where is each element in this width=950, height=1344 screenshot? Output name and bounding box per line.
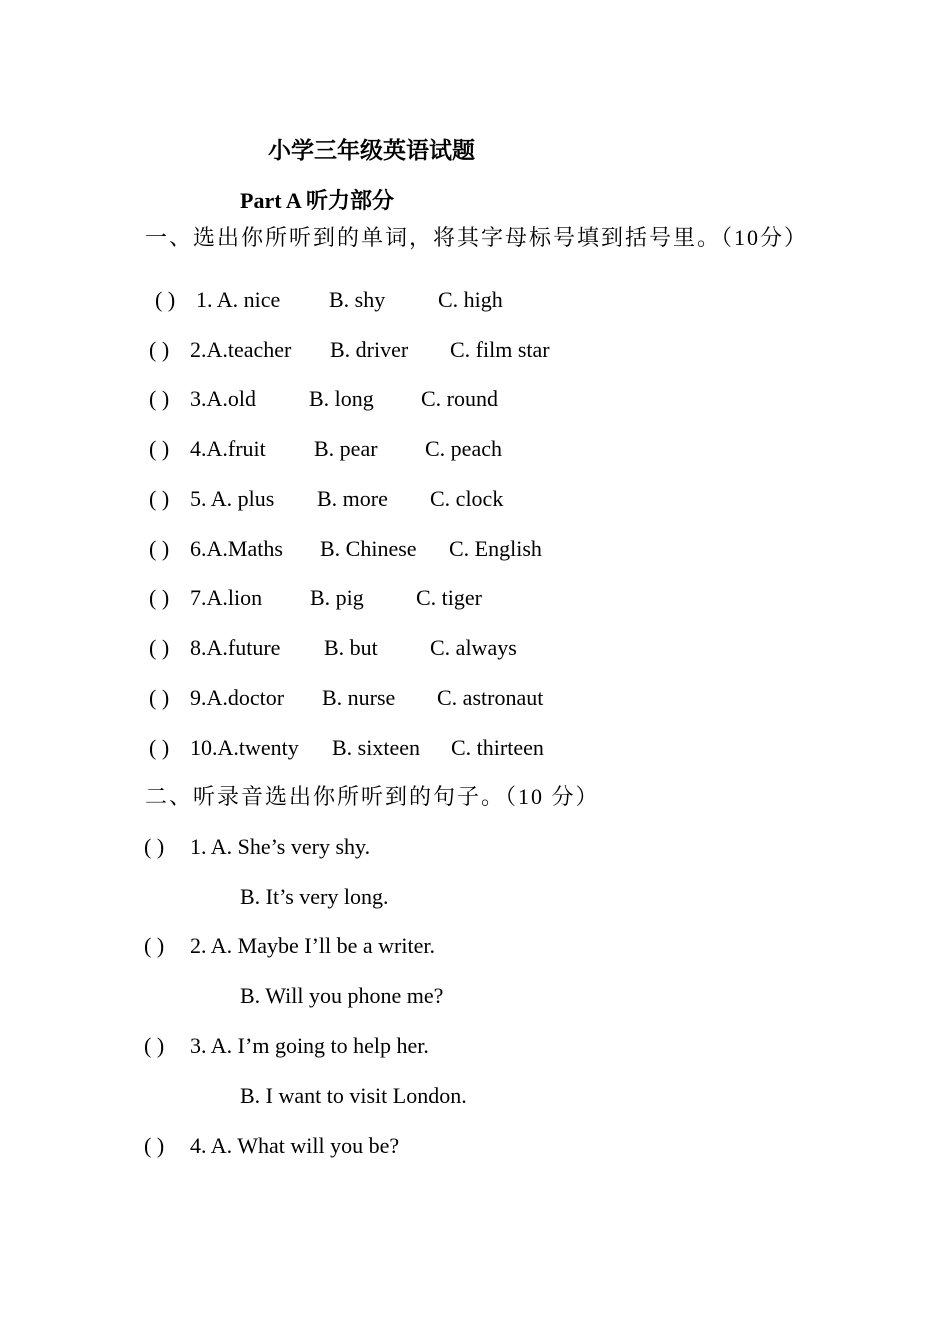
option-a: 6.A.Maths xyxy=(190,536,283,561)
answer-bracket[interactable]: ( ) xyxy=(149,536,170,561)
option-c: C. high xyxy=(438,287,503,312)
answer-bracket[interactable]: ( ) xyxy=(149,685,170,710)
option-c: C. always xyxy=(430,635,517,660)
section-2-heading: 二、听录音选出你所听到的句子。（10 分） xyxy=(145,784,600,809)
answer-bracket[interactable]: ( ) xyxy=(149,436,170,461)
option-b: B. driver xyxy=(330,337,409,362)
answer-bracket[interactable]: ( ) xyxy=(149,386,170,411)
option-a: 5. A. plus xyxy=(190,486,275,511)
option-a: 2.A.teacher xyxy=(190,337,292,362)
answer-bracket[interactable]: ( ) xyxy=(149,735,170,760)
option-b: B. Chinese xyxy=(320,536,417,561)
option-b: B. nurse xyxy=(322,685,396,710)
answer-bracket[interactable]: ( ) xyxy=(144,933,165,958)
option-b: B. pig xyxy=(310,585,364,610)
page-title: 小学三年级英语试题 xyxy=(268,138,475,163)
option-a: 4.A.fruit xyxy=(190,436,266,461)
option-c: C. round xyxy=(421,386,498,411)
part-a-subtitle: Part A 听力部分 xyxy=(240,188,394,213)
option-a: 1. A. She’s very shy. xyxy=(190,834,371,859)
answer-bracket[interactable]: ( ) xyxy=(144,834,165,859)
option-b: B. pear xyxy=(314,436,378,461)
answer-bracket[interactable]: ( ) xyxy=(149,337,170,362)
answer-bracket[interactable]: ( ) xyxy=(155,287,176,312)
option-a: 2. A. Maybe I’ll be a writer. xyxy=(190,933,435,958)
option-b: B. sixteen xyxy=(332,735,420,760)
option-a: 3. A. I’m going to help her. xyxy=(190,1033,429,1058)
answer-bracket[interactable]: ( ) xyxy=(149,486,170,511)
option-a: 1. A. nice xyxy=(196,287,281,312)
option-c: C. clock xyxy=(430,486,504,511)
option-c: C. astronaut xyxy=(437,685,544,710)
answer-bracket[interactable]: ( ) xyxy=(144,1133,165,1158)
option-b: B. long xyxy=(309,386,374,411)
answer-bracket[interactable]: ( ) xyxy=(149,635,170,660)
option-b: B. more xyxy=(317,486,388,511)
option-c: C. peach xyxy=(425,436,502,461)
option-a: 7.A.lion xyxy=(190,585,263,610)
s2-question-2-option-b: B. Will you phone me? xyxy=(240,983,444,1008)
option-b: B. but xyxy=(324,635,378,660)
option-c: C. film star xyxy=(450,337,550,362)
answer-bracket[interactable]: ( ) xyxy=(144,1033,165,1058)
option-a: 10.A.twenty xyxy=(190,735,299,760)
option-c: C. thirteen xyxy=(451,735,544,760)
option-b: B. shy xyxy=(329,287,386,312)
option-c: C. English xyxy=(449,536,542,561)
s2-question-3-option-b: B. I want to visit London. xyxy=(240,1083,467,1108)
section-1-heading: 一、选出你所听到的单词，将其字母标号填到括号里。（10分） xyxy=(145,225,809,250)
option-a: 3.A.old xyxy=(190,386,256,411)
option-a: 4. A. What will you be? xyxy=(190,1133,400,1158)
option-c: C. tiger xyxy=(416,585,482,610)
s2-question-1-option-b: B. It’s very long. xyxy=(240,884,389,909)
option-a: 8.A.future xyxy=(190,635,281,660)
option-a: 9.A.doctor xyxy=(190,685,285,710)
answer-bracket[interactable]: ( ) xyxy=(149,585,170,610)
